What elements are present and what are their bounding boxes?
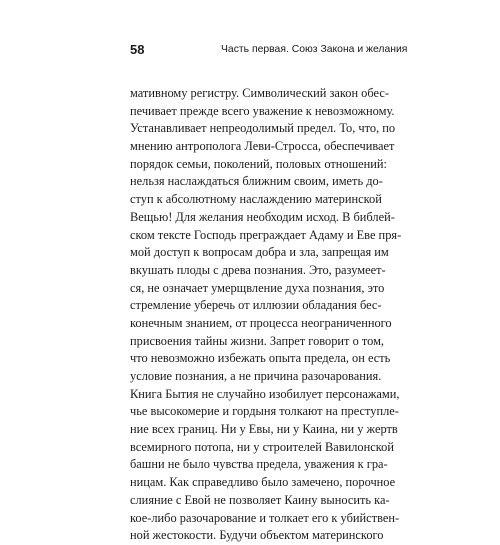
text-line: Устанавливает непреодолимый предел. То, что, по xyxy=(130,121,396,136)
text-line: мнению антрополога Леви-Стросса, обеспечивает xyxy=(130,139,395,154)
page-number: 58 xyxy=(130,42,145,57)
body-text xyxy=(130,85,402,545)
text-line: вкушать плоды с древа познания. Это, разумеет- xyxy=(130,262,386,277)
text-line: чье высокомерие и гордыня толкают на преступле- xyxy=(130,404,399,419)
text-line: мой доступ к вопросам добра и зла, запрещая им xyxy=(130,245,389,260)
text-line: ступ к абсолютному наслаждению материнской xyxy=(130,192,382,207)
text-line: печивает прежде всего уважение к невозможному. xyxy=(130,103,395,118)
text-line: кое-либо разочарование и толкает его к убийствен- xyxy=(130,510,400,525)
text-line: ние всех границ. Ни у Евы, ни у Каина, ни у жертв xyxy=(130,422,398,437)
running-title: Часть первая. Союз Закона и желания xyxy=(221,44,408,55)
text-line: ском тексте Господь преграждает Адаму и Еве пря- xyxy=(130,227,402,242)
text-line: ной жестокости. Будучи объектом материнского xyxy=(130,528,384,543)
text-line: мативному регистру. Символический закон обес- xyxy=(130,86,389,100)
text-line: Вещью! Для желания необходим исход. В библей- xyxy=(130,209,395,224)
text-line: всемирного потопа, ни у строителей Вавилонской xyxy=(130,439,394,454)
text-line: нельзя наслаждаться ближним своим, иметь до- xyxy=(130,174,383,189)
text-line: условие познания, а не причина разочарования. xyxy=(130,369,382,383)
text-line: ся, не означает умерщвление духа познания, это xyxy=(130,280,385,295)
text-line: слияние с Евой не позволяет Каину выносить ка- xyxy=(130,492,390,507)
text-line: что невозможно избежать опыта предела, он есть xyxy=(130,351,391,366)
text-line: присвоения тайны жизни. Запрет говорит о том, xyxy=(130,333,385,348)
text-line: стремление уберечь от иллюзии обладания бес- xyxy=(130,298,382,313)
text-line: башни не было чувства предела, уважения к гра- xyxy=(130,457,388,472)
text-line: порядок семьи, поколений, половых отношений: xyxy=(130,156,387,171)
text-line: ницам. Как справедливо было замечено, порочное xyxy=(130,475,396,490)
text-line: конечным знанием, от процесса неограниченного xyxy=(130,315,392,330)
text-line: Книга Бытия не случайно изобилует персонажами, xyxy=(130,386,400,401)
